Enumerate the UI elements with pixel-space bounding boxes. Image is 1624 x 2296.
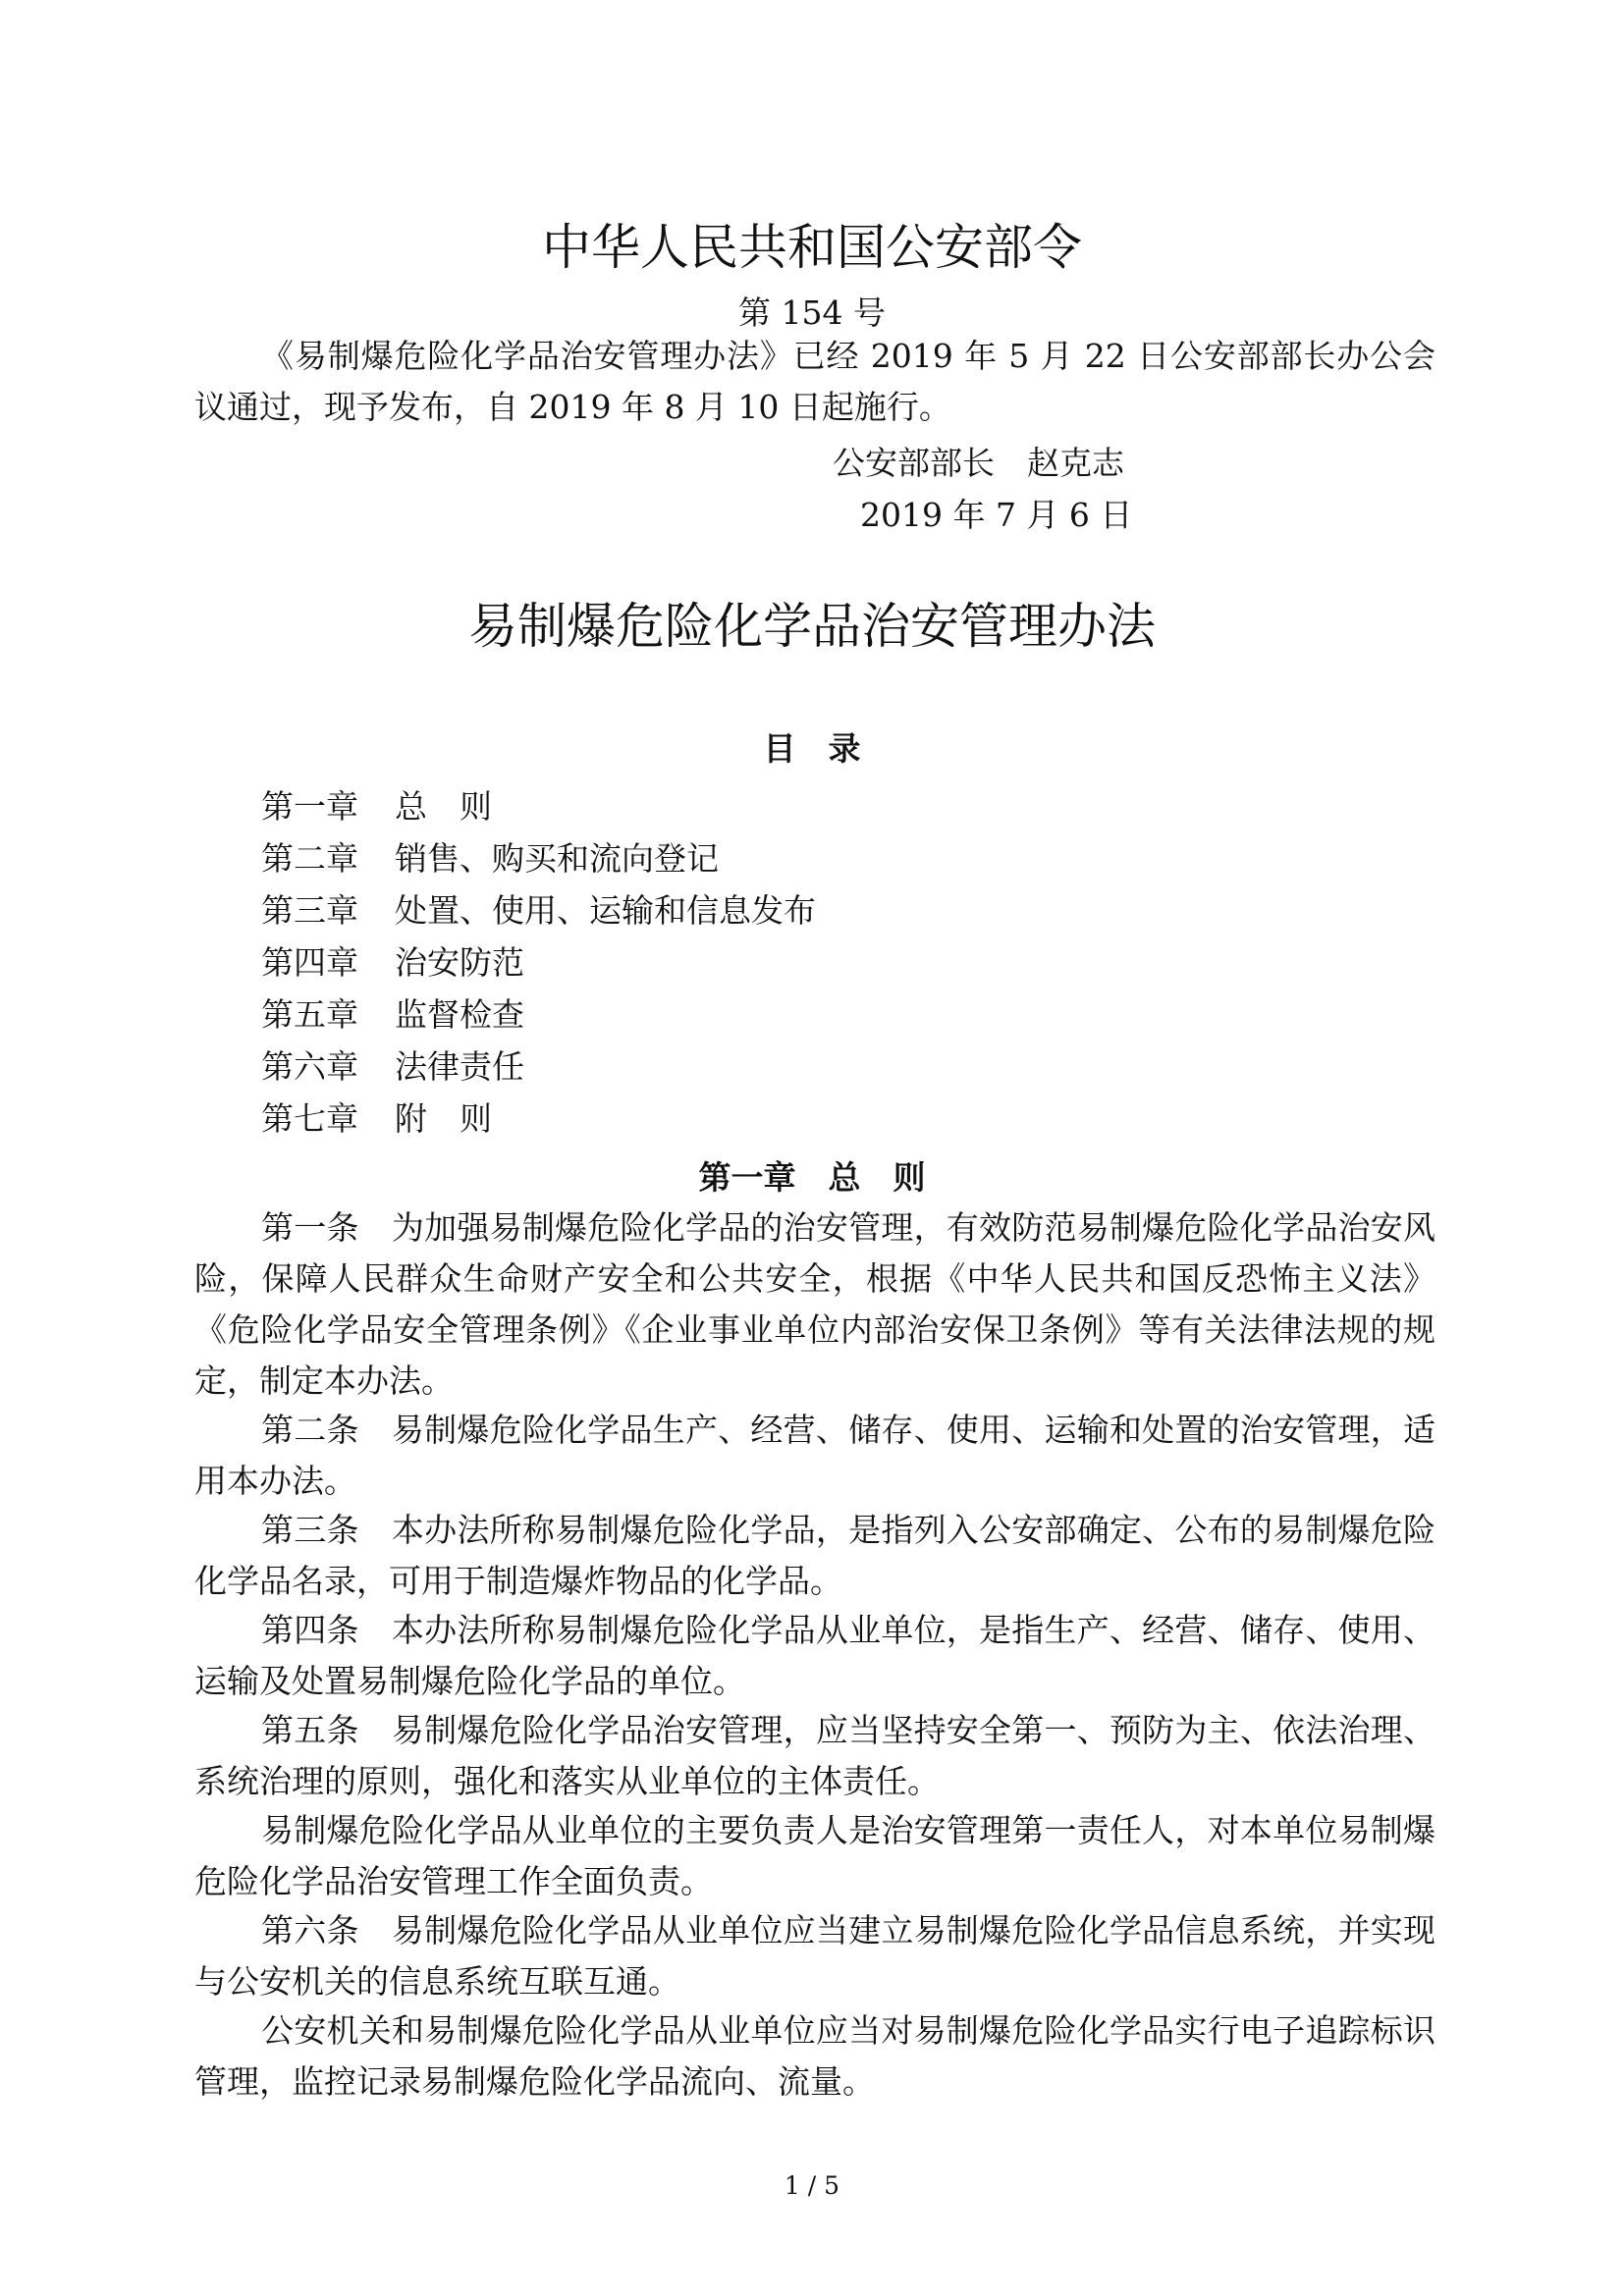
toc-item [261,988,816,1041]
article-2: 第二条 易制爆危险化学品生产、经营、储存、使用、运输和处置的治安管理，适用本办法。 [194,1411,1435,1500]
toc-item-title: 总 则 [395,787,492,826]
article-1: 第一条 为加强易制爆危险化学品的治安管理，有效防范易制爆危险化学品治安风险，保障人民群众生命财产安全和公共安全，根据《中华人民共和国反恐怖主义法》《危险化学品安全管理条例》《企业事业单位内部治安保卫条例》等有关法律法规的规定，制定本办法。 [194,1208,1435,1400]
chapter-heading: 第一章 总 则 [698,1158,926,1197]
toc-item [261,884,816,936]
article-5-paragraph-2: 易制爆危险化学品从业单位的主要负责人是治安管理第一责任人，对本单位易制爆危险化学品治安管理工作全面负责。 [194,1811,1435,1900]
toc-item [261,936,816,988]
toc-item-number: 第三章 [261,891,358,930]
toc-item-title: 法律责任 [395,1047,524,1086]
decree-body: 《易制爆危险化学品治安管理办法》已经 2019 年 5 月 22 日公安部部长办公会议通过，现予发布，自 2019 年 8 月 10 日起施行。 [194,337,1435,426]
toc-item-number: 第一章 [261,787,358,826]
toc-item-title: 处置、使用、运输和信息发布 [395,891,816,930]
toc-title: 目 录 [763,729,861,768]
article-3: 第三条 本办法所称易制爆危险化学品，是指列入公安部确定、公布的易制爆危险化学品名录，可用于制造爆炸物品的化学品。 [194,1511,1435,1600]
toc-item-number: 第七章 [261,1099,358,1138]
article-4: 第四条 本办法所称易制爆危险化学品从业单位，是指生产、经营、储存、使用、运输及处置易制爆危险化学品的单位。 [194,1611,1435,1700]
toc-item-number: 第六章 [261,1047,358,1086]
toc-item-title: 销售、购买和流向登记 [395,839,719,878]
page-number: 1 / 5 [784,2171,840,2200]
article-6-paragraph-2: 公安机关和易制爆危险化学品从业单位应当对易制爆危险化学品实行电子追踪标识管理，监控记录易制爆危险化学品流向、流量。 [194,2011,1435,2101]
toc-item-title: 附 则 [395,1099,492,1138]
decree-signatory: 公安部部长 赵克志 [833,444,1124,482]
toc-item-number: 第五章 [261,995,358,1034]
toc-item [261,1093,816,1145]
toc-item-title: 治安防范 [395,943,524,982]
decree-number: 第 154 号 [738,294,886,332]
toc-item [261,1041,816,1093]
toc-item [261,832,816,884]
decree-date: 2019 年 7 月 6 日 [860,496,1133,534]
article-6: 第六条 易制爆危险化学品从业单位应当建立易制爆危险化学品信息系统，并实现与公安机关的信息系统互联互通。 [194,1911,1435,2001]
table-of-contents [261,780,816,1145]
decree-title: 中华人民共和国公安部令 [542,219,1082,276]
document-title: 易制爆危险化学品治安管理办法 [468,598,1156,655]
toc-item [261,780,816,832]
article-5: 第五条 易制爆危险化学品治安管理，应当坚持安全第一、预防为主、依法治理、系统治理的原则，强化和落实从业单位的主体责任。 [194,1711,1435,1800]
toc-item-title: 监督检查 [395,995,524,1034]
toc-item-number: 第四章 [261,943,358,982]
toc-item-number: 第二章 [261,839,358,878]
